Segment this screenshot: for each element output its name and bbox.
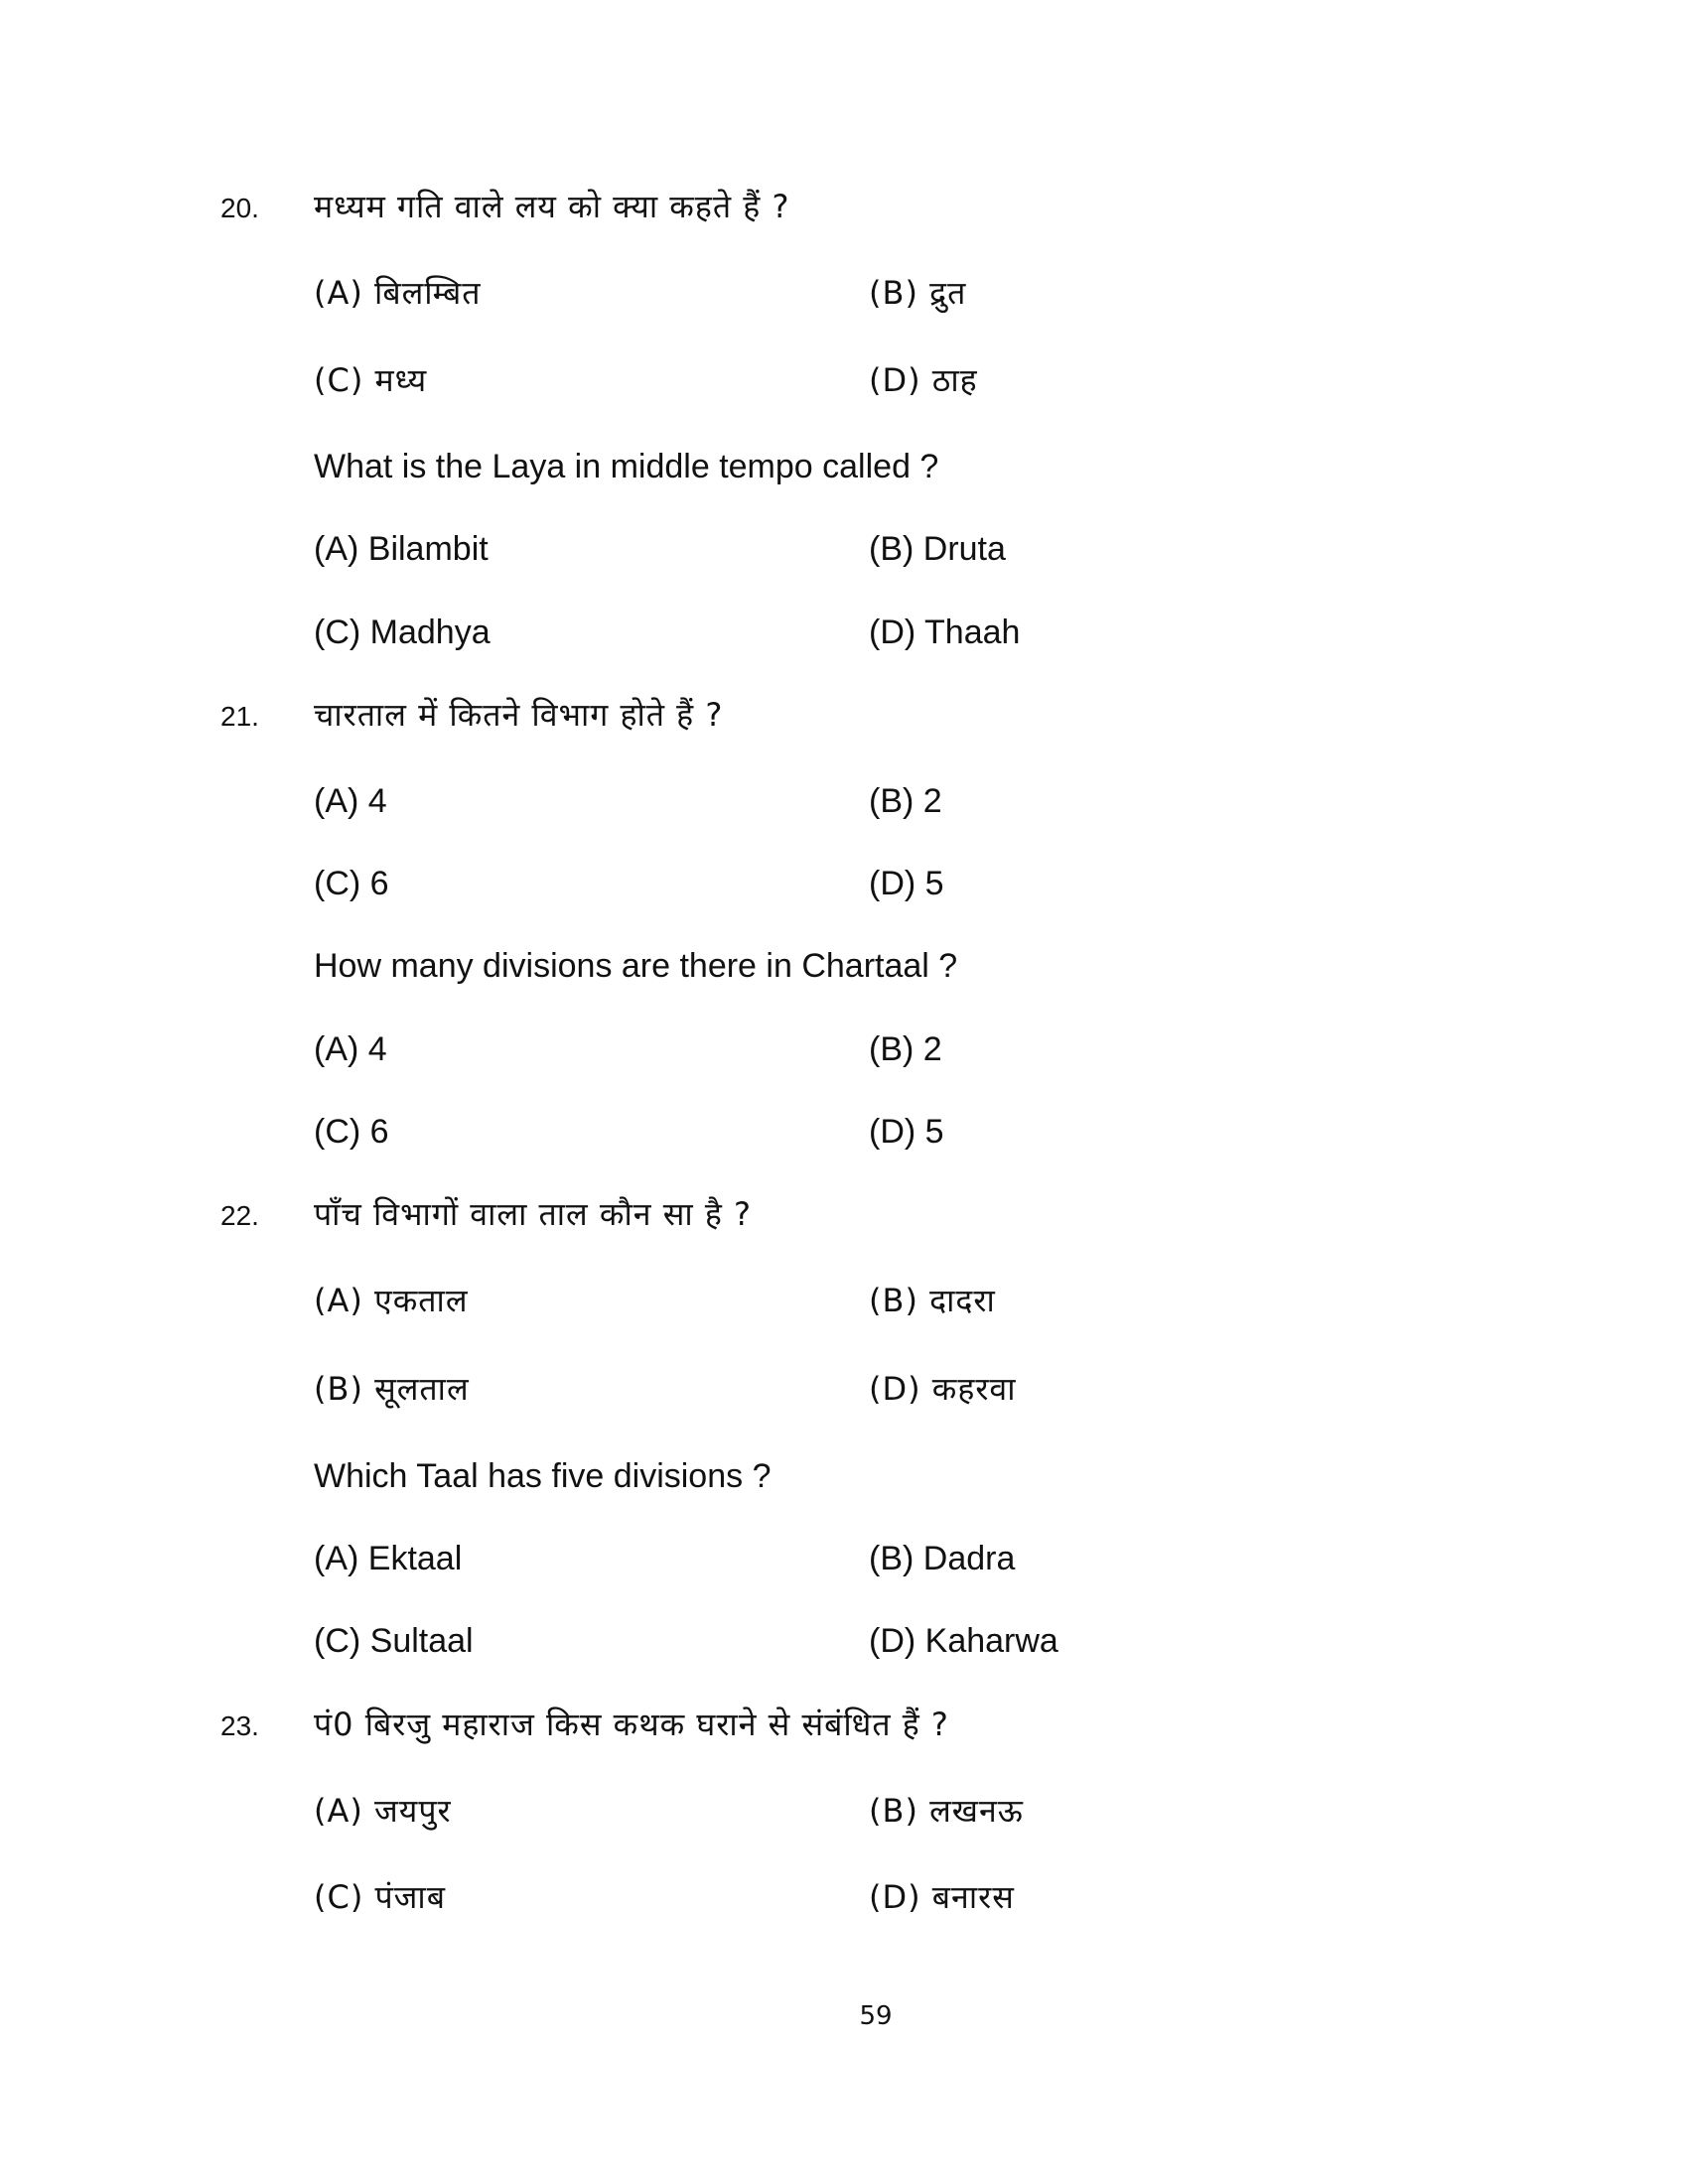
option-b-hindi: (B) द्रुत xyxy=(869,274,967,312)
question-text-hindi: पाँच विभागों वाला ताल कौन सा है ? xyxy=(314,1195,752,1233)
option-b-english: (B) Dadra xyxy=(869,1540,1016,1577)
option-a-hindi: (A) एकताल xyxy=(314,1282,469,1319)
option-b-english: (B) 2 xyxy=(869,1030,942,1068)
option-a-english: (A) 4 xyxy=(314,1030,387,1068)
question-number: 21. xyxy=(220,701,259,732)
question-text-english: Which Taal has five divisions ? xyxy=(314,1457,772,1495)
option-d-hindi: (D) ठाह xyxy=(869,361,978,399)
option-a-english: (A) Bilambit xyxy=(314,530,489,568)
option-d-english: (D) Kaharwa xyxy=(869,1622,1058,1660)
option-b-english: (B) Druta xyxy=(869,530,1006,568)
option-b-hindi: (B) दादरा xyxy=(869,1282,996,1319)
option-c-hindi: (C) पंजाब xyxy=(314,1878,446,1916)
question-text-english: What is the Laya in middle tempo called ? xyxy=(314,448,939,485)
option-c-english: (C) 6 xyxy=(314,1113,389,1151)
option-d-english: (D) Thaah xyxy=(869,614,1021,651)
option-c-english: (C) Madhya xyxy=(314,614,491,651)
option-a-english: (A) Ektaal xyxy=(314,1540,463,1577)
option-a-hindi: (A) 4 xyxy=(314,782,387,820)
option-d-hindi: (D) कहरवा xyxy=(869,1370,1017,1408)
option-a-hindi: (A) जयपुर xyxy=(314,1792,452,1830)
option-c-english: (C) Sultaal xyxy=(314,1622,474,1660)
question-number: 20. xyxy=(220,193,259,223)
option-d-hindi: (D) बनारस xyxy=(869,1878,1015,1916)
option-d-hindi: (D) 5 xyxy=(869,865,944,902)
question-number: 23. xyxy=(220,1710,259,1741)
page-number: 59 xyxy=(859,2001,893,2031)
option-b-hindi: (B) 2 xyxy=(869,782,942,820)
option-d-english: (D) 5 xyxy=(869,1113,944,1151)
option-a-hindi: (A) बिलम्बित xyxy=(314,274,482,312)
option-c-hindi: (C) 6 xyxy=(314,865,389,902)
option-c-hindi: (C) मध्य xyxy=(314,361,428,399)
question-text-hindi: मध्यम गति वाले लय को क्या कहते हैं ? xyxy=(314,188,790,225)
question-text-hindi: पं0 बिरजु महाराज किस कथक घराने से संबंधित हैं ? xyxy=(314,1706,949,1743)
question-text-english: How many divisions are there in Chartaal ? xyxy=(314,947,958,985)
question-text-hindi: चारताल में कितने विभाग होते हैं ? xyxy=(314,696,724,734)
option-c-hindi: (B) सूलताल xyxy=(314,1370,470,1408)
option-b-hindi: (B) लखनऊ xyxy=(869,1792,1024,1830)
question-number: 22. xyxy=(220,1200,259,1231)
